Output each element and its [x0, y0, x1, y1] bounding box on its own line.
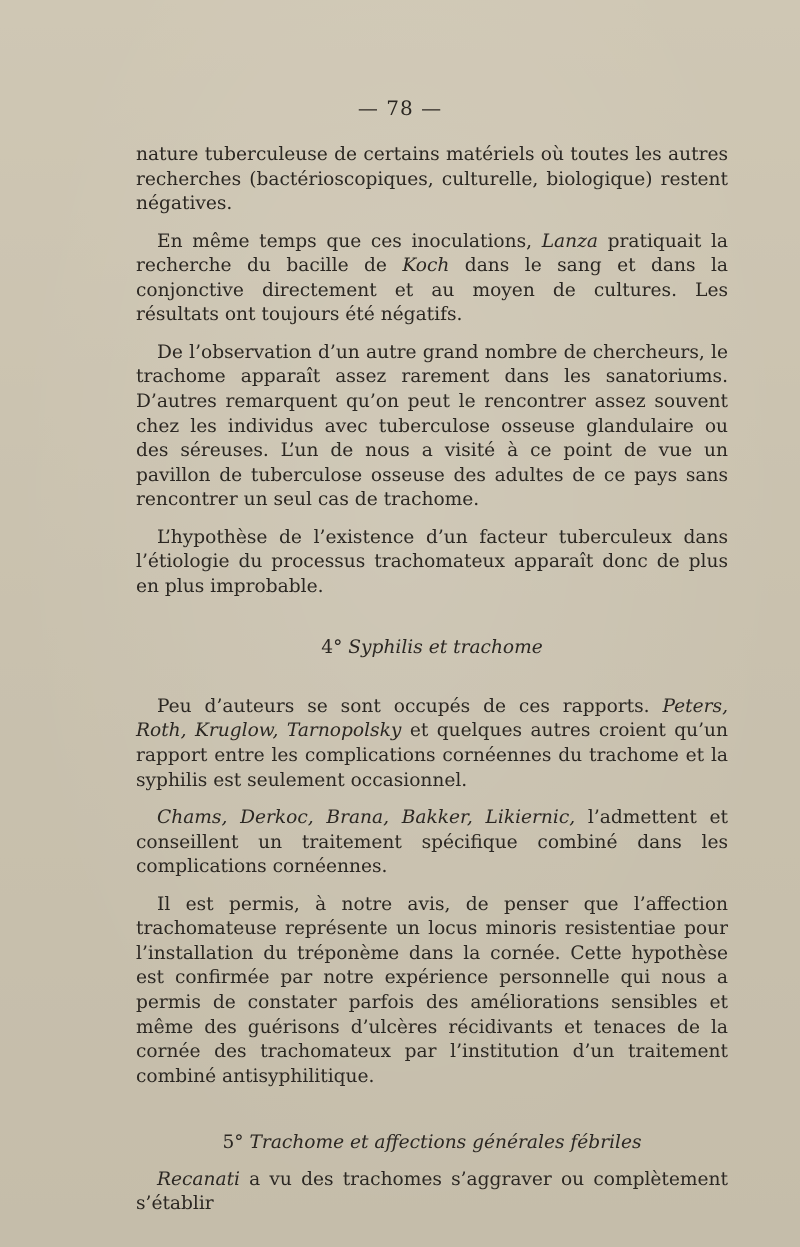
paragraph-5-text-1: Peu d’auteurs se sont occupés de ces rapports. — [157, 695, 663, 717]
paragraph-2-text-2: pratiquait la recherche du bacille de — [136, 230, 728, 277]
page-number: — 78 — — [357, 96, 443, 120]
paragraph-3: De l’observation d’un autre grand nombre de chercheurs, le trachome apparaît assez rarement dans les sanatoriums. D’autres remarquent qu’on peut le rencontrer assez souvent chez les individus avec tuberculose osseuse glandulaire ou des séreuses. L’un de nous a visité à ce point de vue un pavillon de tuberculose osseuse des adultes de ce pays sans rencontrer un seul cas de trachome. — [136, 341, 728, 511]
paragraph-2 — [136, 230, 728, 328]
body-text — [136, 143, 728, 1230]
author-name-recanati: Recanati — [157, 1168, 240, 1190]
paragraph-4: L’hypothèse de l’existence d’un facteur tuberculeux dans l’étiologie du processus trachomateux apparaît donc de plus en plus improbable. — [136, 526, 728, 597]
author-name-lanza: Lanza — [541, 230, 598, 252]
paragraph-8 — [136, 1168, 728, 1217]
author-names-chams-group: Chams, Derkoc, Brana, Bakker, Likiernic, — [157, 807, 576, 829]
paragraph-2-text-1: En même temps que ces inoculations, — [157, 230, 542, 252]
paragraph-6-text-1: l’admettent et conseillent un traitement spécifique combiné dans les complications cornéennes. — [136, 807, 728, 878]
section-title-syphilis: Syphilis et trachome — [348, 637, 543, 659]
paragraph-6 — [136, 806, 728, 880]
paragraph-5-text-2: et quelques autres croient qu’un rapport entre les complications cornéennes du trachome et la syphilis est seulement occasionnel. — [136, 720, 728, 791]
section-number-5: 5° — [222, 1132, 244, 1154]
paragraph-7: Il est permis, à notre avis, de penser que l’affection trachomateuse représente un locus minoris resistentiae pour l’installation du tréponème dans la cornée. Cette hypothèse est confirmée par notre expérience personnelle qui nous a permis de constater parfois des améliorations sensibles et même des guérisons d’ulcères récidivants et tenaces de la cornée des trachomateux par l’institution d’un traitement combiné antisyphilitique. — [136, 893, 728, 1087]
section-title-fevers: Trachome et affections générales fébriles — [249, 1132, 642, 1154]
paragraph-8-text-1: a vu des trachomes s’aggraver ou complètement s’établir — [136, 1168, 728, 1215]
paragraph-2-text-3: dans le sang et dans la conjonctive directement et au moyen de cultures. Les résultats ont toujours été négatifs. — [136, 255, 728, 326]
paragraph-1: nature tuberculeuse de certains matériels où toutes les autres recherches (bactérioscopiques, culturelle, biologique) restent négatives. — [136, 144, 728, 215]
author-names-peters-group: Peters, Roth, Kruglow, Tarnopolsky — [136, 695, 728, 742]
paragraph-5 — [136, 695, 728, 793]
author-name-koch: Koch — [402, 255, 450, 277]
section-heading-syphilis — [136, 612, 728, 695]
section-number-4: 4° — [321, 637, 343, 659]
section-heading-fevers — [136, 1102, 728, 1168]
